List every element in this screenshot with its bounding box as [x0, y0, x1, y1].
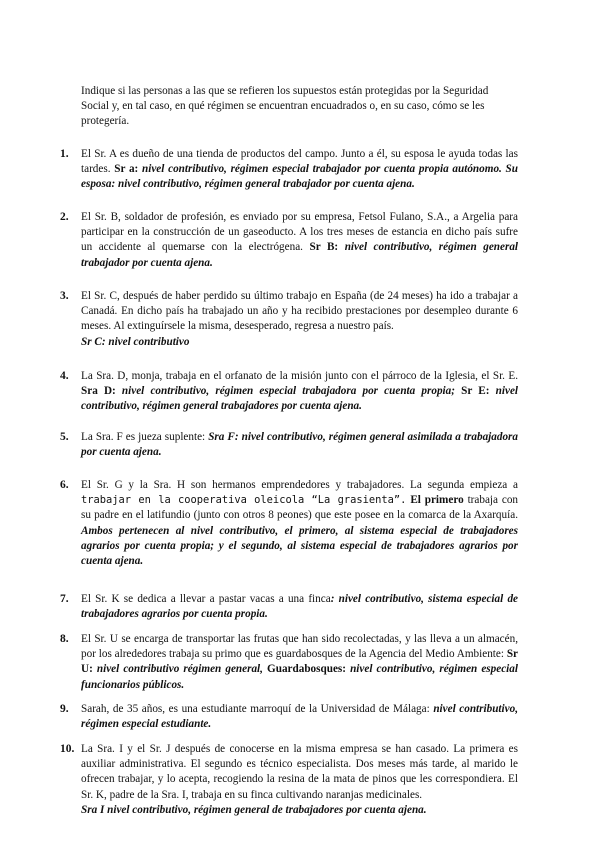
- item-number: 10.: [60, 743, 75, 755]
- item-number: 9.: [60, 703, 69, 715]
- item-statement: El Sr. K se dedica a llevar a pastar vacas a una finca: [81, 593, 331, 605]
- answer-text-2: nivel contributivo, régimen especial funcionarios públicos.: [81, 663, 518, 691]
- answer-text-2: nivel contributivo, régimen general trabajadores por cuenta ajena.: [81, 385, 519, 413]
- item-statement: La Sra. F es jueza suplente:: [81, 431, 206, 443]
- exercise-item-3: [60, 289, 518, 350]
- item-statement: La Sra. D, monja, trabaja en el orfanato de la misión junto con el párroco de la Iglesia, el Sr. E.: [81, 370, 518, 382]
- exercise-item-4: [60, 369, 518, 415]
- item-statement: El Sr. U se encarga de transportar las frutas que han sido recolectadas, y las lleva a un almacén, por los alrededores trabaja su primo que es guardabosques de la Agencia del Medio Ambiente:: [81, 633, 518, 661]
- intro-paragraph: Indique si las personas a las que se refieren los supuestos están protegidas por la Seguridad Social y, en tal caso, en qué régimen se encuentran encuadrados o, en su caso, cómo se les protegería.: [81, 85, 489, 127]
- item-statement: El Sr. G y la Sra. H son hermanos emprendedores y trabajadores. La segunda empieza a: [81, 479, 518, 491]
- answer-text: nivel contributivo, régimen especial trabajador por cuenta propia autónomo. Su esposa: nivel contributivo, régimen general trabajador por cuenta ajena.: [81, 163, 519, 191]
- answer-text: nivel contributivo régimen general,: [96, 663, 263, 676]
- item-statement: Sarah, de 35 años, es una estudiante marroquí de la Universidad de Málaga:: [81, 703, 430, 715]
- exercise-item-8: [60, 632, 518, 693]
- answer-label: Sr B:: [309, 241, 339, 254]
- exercise-item-6: [60, 478, 518, 569]
- item-number: 1.: [60, 148, 69, 160]
- item-statement-bold: El primero: [410, 494, 464, 507]
- answer-label: Sr U:: [81, 648, 519, 676]
- answer-text: Sra F: nivel contributivo, régimen general asimilada a trabajadora por cuenta ajena.: [81, 431, 519, 459]
- item-statement: El Sr. B, soldador de profesión, es enviado por su empresa, Fetsol Fulano, S.A., a Argelia para participar en la construcción de un gaseoducto. A los tres meses de estancia en dicho país sufre un accidente al quemarse con la electrógena.: [81, 211, 518, 254]
- exercise-item-7: [60, 592, 518, 622]
- item-statement-cont: trabaja con su padre en el latifundio (junto con otros 8 peones) que este posee en la comarca de la Axarquía.: [81, 494, 519, 522]
- answer-text: Sra I nivel contributivo, régimen general de trabajadores por cuenta ajena.: [81, 803, 427, 816]
- exercise-item-10: [60, 742, 518, 818]
- answer-text: Ambos pertenecen al nivel contributivo, el primero, al sistema especial de trabajadores agrarios por cuenta propia; y el segundo, al sistema especial de trabajadores agrarios por cuenta ajena.: [81, 524, 518, 568]
- item-number: 6.: [60, 479, 69, 491]
- exercise-item-5: [60, 430, 518, 460]
- answer-label-2: Guardabosques:: [267, 663, 346, 676]
- item-statement: La Sra. I y el Sr. J después de conocerse en la misma empresa se han casado. La primera es auxiliar administrativa. El segundo es técnico especialista. Dos meses más tarde, al marido le ofrecen trabajar, y lo acepta, recogiendo la resina de la mata de pinos que les correspondiera. El Sr. K, padre de la Sra. I, trabaja en su finca cultivando naranjas medicinales.: [81, 743, 518, 801]
- item-number: 4.: [60, 370, 69, 382]
- item-number: 7.: [60, 593, 69, 605]
- answer-text: nivel contributivo, régimen general trabajador por cuenta ajena.: [81, 241, 519, 269]
- answer-text: nivel contributivo, régimen especial trabajadora por cuenta propia;: [121, 385, 455, 398]
- answer-text: Sr C: nivel contributivo: [81, 335, 190, 348]
- answer-label: Sr a:: [114, 163, 139, 176]
- exercise-item-1: [60, 147, 518, 193]
- item-number: 8.: [60, 633, 69, 645]
- answer-label: Sra D:: [81, 385, 116, 398]
- item-statement-alt-font: trabajar en la cooperativa oleicola “La grasienta”.: [81, 494, 407, 507]
- item-statement: El Sr. C, después de haber perdido su último trabajo en España (de 24 meses) ha ido a trabajar a Canadá. En dicho país ha trabajado un año y ha recibido prestaciones por desempleo durante 6 meses. Al extinguírsele la misma, desesperado, regresa a nuestro país.: [81, 290, 518, 333]
- item-number: 3.: [60, 290, 69, 302]
- item-statement: El Sr. A es dueño de una tienda de productos del campo. Junto a él, su esposa le ayuda todas las tardes.: [81, 148, 518, 176]
- answer-text: nivel contributivo, régimen especial estudiante.: [81, 703, 519, 731]
- exercise-item-2: [60, 210, 518, 271]
- item-number: 5.: [60, 431, 69, 443]
- answer-label-2: Sr E:: [461, 385, 490, 398]
- item-number: 2.: [60, 211, 69, 223]
- answer-text: : nivel contributivo, sistema especial de trabajadores agrarios por cuenta propia.: [81, 593, 519, 621]
- exercise-item-9: [60, 702, 518, 732]
